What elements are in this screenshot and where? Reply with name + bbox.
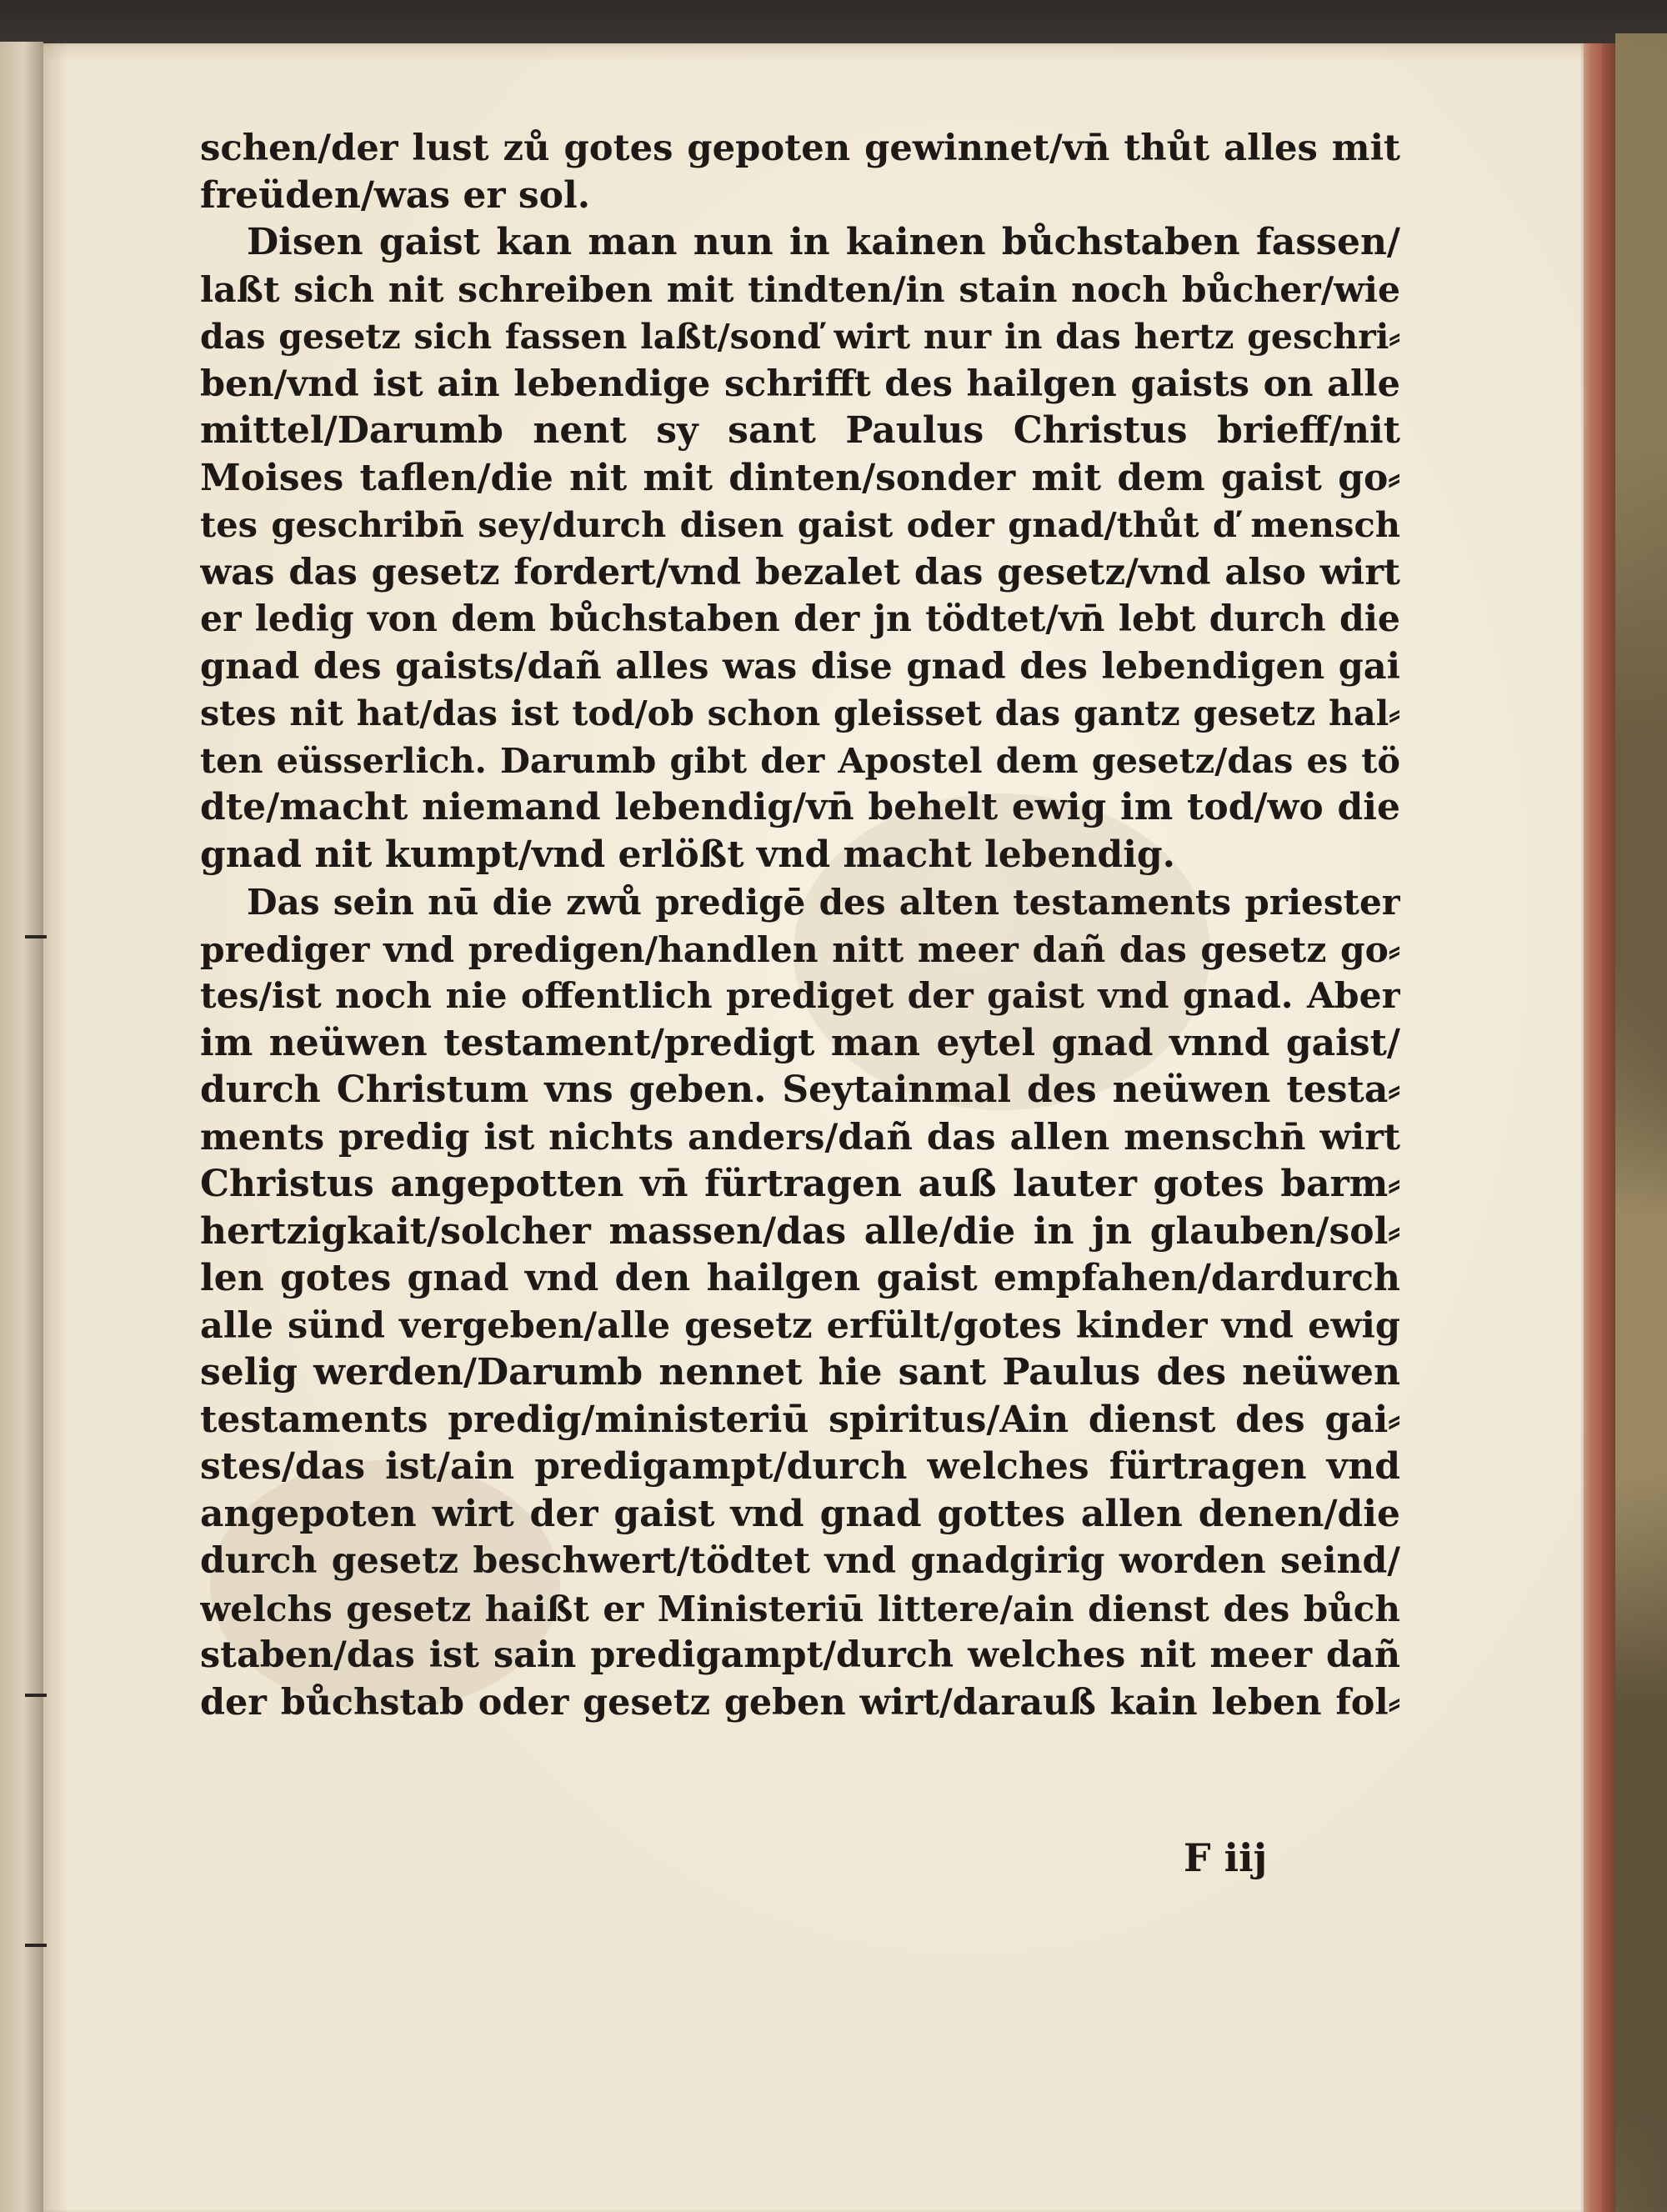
text-line: im neüwen testament/predigt man eytel gnad vnnd gaist/ (200, 1021, 1400, 1064)
binding-mark (25, 1694, 47, 1697)
text-line: ments predig ist nichts anders/dañ das allen menschn̄ wirt (200, 1115, 1400, 1159)
text-line: das gesetz sich fassen laßt/sonď wirt nur in das hertz geschri⸗ (200, 316, 1400, 357)
text-line: staben/das ist sain predigampt/durch welches nit meer dañ (200, 1634, 1400, 1676)
text-line: dte/macht niemand lebendig/vn̄ behelt ewig im tod/wo die (200, 786, 1400, 828)
text-line: tes/ist noch nie offentlich prediget der gaist vnd gnad. Aber (200, 975, 1400, 1017)
text-line: stes/das ist/ain predigampt/durch welches fürtragen vnd (200, 1445, 1400, 1488)
text-line: testaments predig/ministeriū spiritus/Ain dienst des gai⸗ (200, 1398, 1400, 1441)
text-line: laßt sich nit schreiben mit tindten/in stain noch bůcher/wie (200, 268, 1400, 311)
text-line: ben/vnd ist ain lebendige schrifft des hailgen gaists on alle (200, 363, 1400, 405)
page-edge-red (1584, 43, 1602, 2212)
text-line: Moises taflen/die nit mit dinten/sonder mit dem gaist go⸗ (200, 456, 1400, 499)
text-line: selig werden/Darumb nennet hie sant Paulus des neüwen (200, 1351, 1400, 1394)
page-edge-dark (1602, 43, 1615, 2212)
text-line: prediger vnd predigen/handlen nitt meer dañ das gesetz go⸗ (200, 928, 1400, 970)
text-line: alle sünd vergeben/alle gesetz erfült/gotes kinder vnd ewig (200, 1304, 1400, 1347)
text-line: gnad nit kumpt/vnd erlößt vnd macht lebendig. (200, 833, 1175, 876)
text-line: freüden/was er sol. (200, 173, 591, 217)
text-line: Das sein nū die zwů predigē des alten testaments priester (247, 881, 1400, 923)
text-line: mittel/Darumb nent sy sant Paulus Christus brieff/nit (200, 409, 1400, 452)
text-line: ten eüsserlich. Darumb gibt der Apostel dem gesetz/das es tö (200, 739, 1400, 781)
binding-mark (25, 935, 47, 938)
text-line: Disen gaist kan man nun in kainen bůchstaben fassen/ (247, 221, 1400, 263)
text-line: er ledig von dem bůchstaben der jn tödtet/vn̄ lebt durch die (200, 598, 1400, 640)
text-line: der bůchstab oder gesetz geben wirt/darauß kain leben fol⸗ (200, 1681, 1400, 1724)
marbled-cover (1615, 33, 1667, 2212)
text-line: angepoten wirt der gaist vnd gnad gottes allen denen/die (200, 1492, 1400, 1535)
text-line: durch Christum vns geben. Seytainmal des neüwen testa⸗ (200, 1068, 1400, 1111)
text-line: Christus angepotten vn̄ fürtragen auß lauter gotes barm⸗ (200, 1163, 1400, 1205)
text-line: durch gesetz beschwert/tödtet vnd gnadgirig worden seind/ (200, 1540, 1400, 1582)
text-line: was das gesetz fordert/vnd bezalet das gesetz/vnd also wirt (200, 550, 1400, 593)
binding-mark (25, 1944, 47, 1947)
text-line: len gotes gnad vnd den hailgen gaist empfahen/dardurch (200, 1257, 1400, 1299)
text-line: stes nit hat/das ist tod/ob schon gleisset das gantz gesetz hal⸗ (200, 693, 1400, 733)
signature-mark: F iij (1184, 1835, 1268, 1880)
previous-page-edge (0, 42, 43, 2212)
text-block (200, 125, 1400, 1726)
text-line: gnad des gaists/dañ alles was dise gnad des lebendigen gai (200, 645, 1400, 688)
text-line: hertzigkait/solcher massen/das alle/die in jn glauben/sol⸗ (200, 1209, 1400, 1253)
text-line: tes geschribn̄ sey/durch disen gaist oder gnad/thůt ď mensch (200, 504, 1400, 545)
text-line: welchs gesetz haißt er Ministeriū littere/ain dienst des bůch (200, 1587, 1400, 1629)
top-border (0, 0, 1667, 50)
text-line: schen/der lust zů gotes gepoten gewinnet/vn̄ thůt alles mit (200, 127, 1400, 169)
